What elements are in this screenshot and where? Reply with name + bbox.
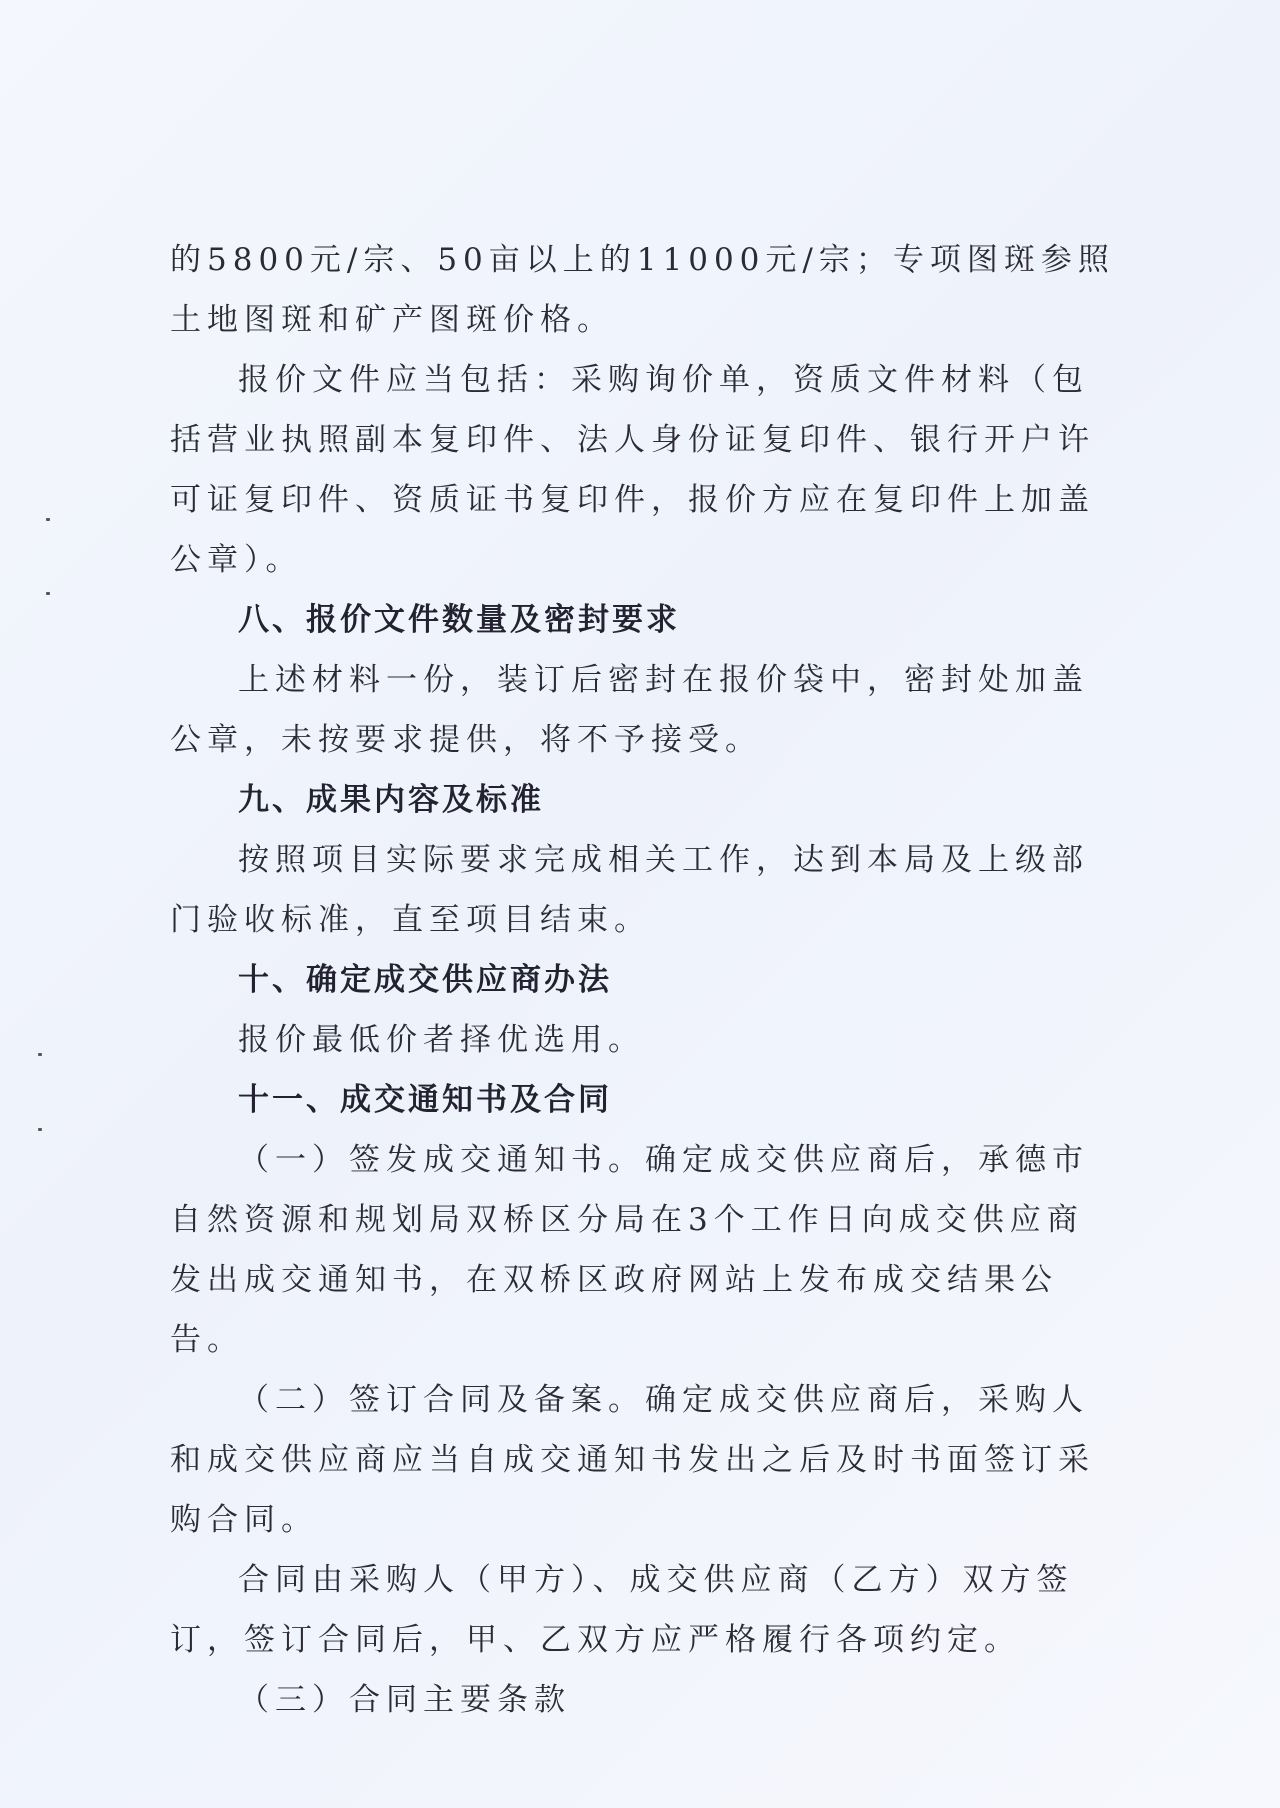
- paragraph: 报价最低价者择优选用。: [238, 1022, 645, 1058]
- scan-speck: [46, 592, 50, 595]
- scan-speck: [38, 1053, 42, 1056]
- paragraph: 报价文件应当包括：采购询价单，资质文件材料（包括营业执照副本复印件、法人身份证复印件、银行开户许可证复印件、资质证书复印件，报价方应在复印件上加盖公章）。: [170, 362, 1095, 578]
- section-heading: 八、报价文件数量及密封要求: [238, 602, 680, 638]
- paragraph: 的5800元/宗、50亩以上的11000元/宗；专项图斑参照土地图斑和矿产图斑价格。: [170, 242, 1115, 338]
- scan-speck: [46, 518, 50, 521]
- paragraph: 合同由采购人（甲方）、成交供应商（乙方）双方签订，签订合同后，甲、乙双方应严格履行各项约定。: [170, 1562, 1074, 1658]
- section-heading: 十一、成交通知书及合同: [238, 1082, 612, 1118]
- scan-speck: [38, 1128, 42, 1131]
- document-body: [170, 230, 1116, 1730]
- paragraph: （三）合同主要条款: [238, 1682, 571, 1718]
- section-heading: 九、成果内容及标准: [238, 782, 544, 818]
- paragraph: （二）签订合同及备案。确定成交供应商后，采购人和成交供应商应当自成交通知书发出之后及时书面签订采购合同。: [170, 1382, 1095, 1538]
- paragraph: （一）签发成交通知书。确定成交供应商后，承德市自然资源和规划局双桥区分局在3个工作日向成交供应商发出成交通知书，在双桥区政府网站上发布成交结果公告。: [170, 1142, 1089, 1358]
- paragraph: 上述材料一份，装订后密封在报价袋中，密封处加盖公章，未按要求提供，将不予接受。: [170, 662, 1089, 758]
- paragraph: 按照项目实际要求完成相关工作，达到本局及上级部门验收标准，直至项目结束。: [170, 842, 1089, 938]
- section-heading: 十、确定成交供应商办法: [238, 962, 612, 998]
